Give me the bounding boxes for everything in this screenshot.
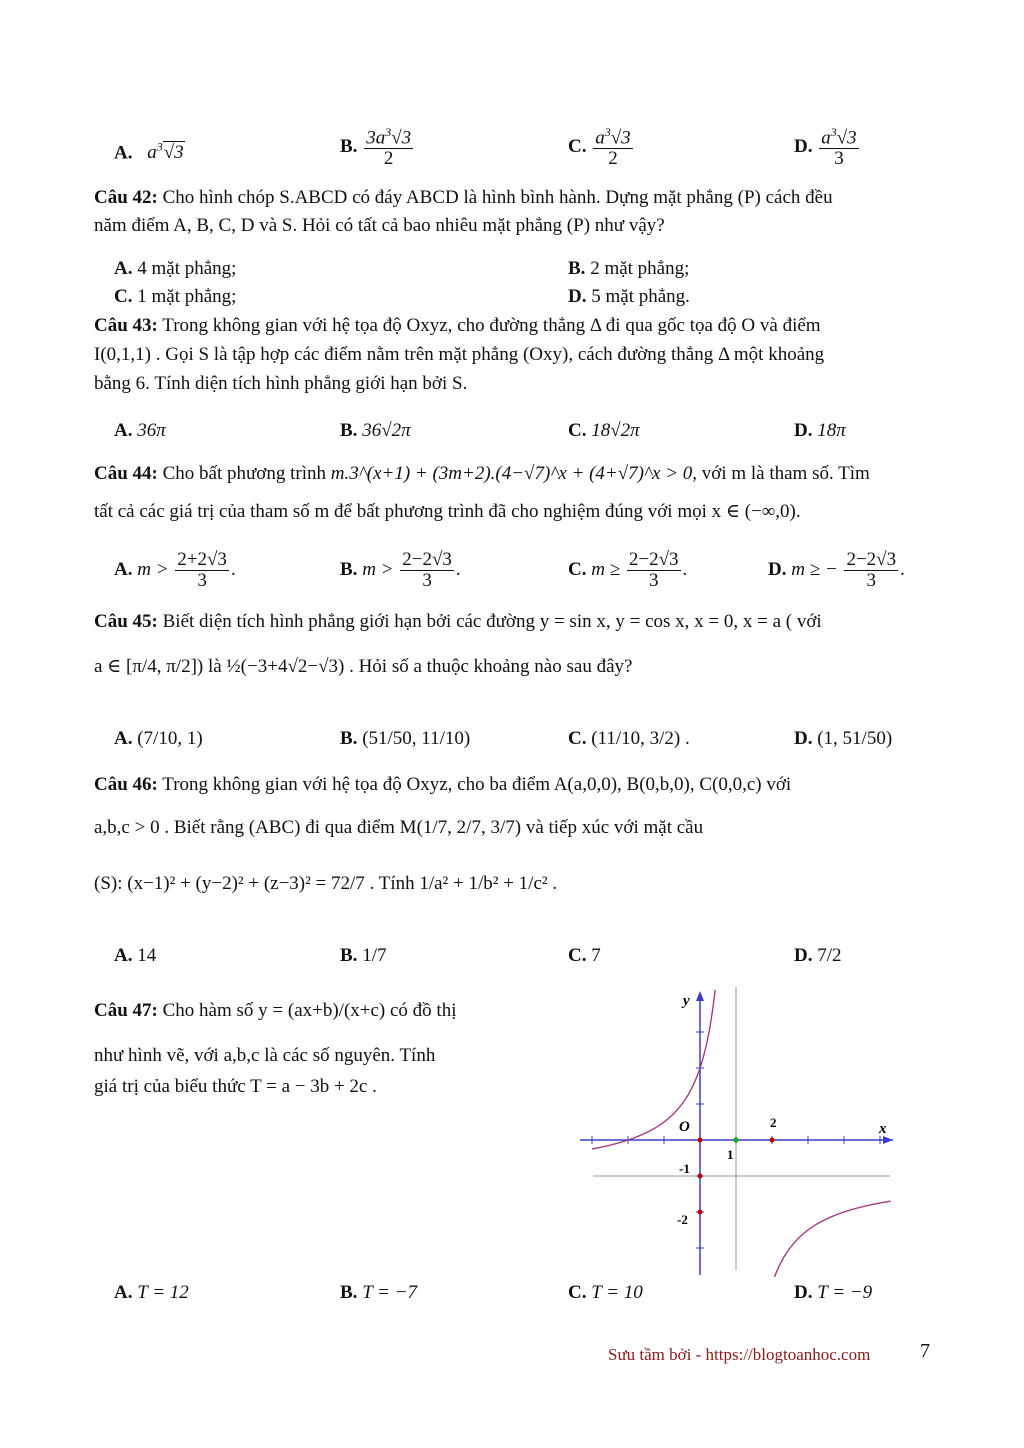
x-axis-label: x [879,1121,887,1137]
tick-label-minus2: -2 [677,1212,688,1227]
q43-line1: Câu 43: Trong không gian với hệ tọa độ Oxyz, cho đường thẳng Δ đi qua gốc tọa độ O và điểm [94,315,821,336]
q46-option-d: D. 7/2 [794,945,842,966]
q45-option-a: A. (7/10, 1) [114,728,203,749]
point-y-minus2 [698,1210,703,1215]
q44-option-d: D. m ≥ − $\frac{2-2√3}{3}$ . [768,549,905,591]
q47-line1: Câu 47: Cho hàm số y = (ax+b)/(x+c) có đồ thị [94,1000,457,1021]
q43-option-d: D. 18π [794,420,846,441]
q46-option-c: C. 7 [568,945,601,966]
q42-option-c: C. 1 mặt phẳng; [114,286,237,307]
q47-option-d: D. T = −9 [794,1282,873,1303]
q45-line1: Câu 45: Biết diện tích hình phẳng giới hạn bởi các đường y = sin x, y = cos x, x = 0, x = a ( với [94,611,822,632]
q47-line3: giá trị của biểu thức T = a − 3b + 2c . [94,1076,377,1097]
tick-label-2: 2 [770,1115,777,1130]
q46-line1: Câu 46: Trong không gian với hệ tọa độ Oxyz, cho ba điểm A(a,0,0), B(0,b,0), C(0,0,c) với [94,774,792,795]
q43-option-b: B. 36√2π [340,420,411,441]
q45-option-c: C. (11/10, 3/2) . [568,728,690,749]
q47-option-a: A. T = 12 [114,1282,189,1303]
point-x1 [734,1138,739,1143]
q41-option-d: D. $\frac{a^3√3}{3}$ [794,125,857,170]
q43-line3: bằng 6. Tính diện tích hình phẳng giới hạn bởi S. [94,373,468,394]
q43-line2: I(0,1,1) . Gọi S là tập hợp các điểm nằm trên mặt phẳng (Oxy), cách đường thẳng Δ một khoảng [94,344,825,365]
origin-label: O [679,1119,690,1135]
q43-option-a: A. 36π [114,420,166,441]
q45-line2: a ∈ [π/4, π/2]) là ½(−3+4√2−√3) . Hỏi số a thuộc khoảng nào sau đây? [94,656,633,677]
q44-inequality: m.3^(x+1) + (3m+2).(4−√7)^x + (4+√7)^x > 0 [330,463,693,484]
q46-option-a: A. 14 [114,945,157,966]
q46-option-b: B. 1/7 [340,945,387,966]
q42-option-d: D. 5 mặt phẳng. [568,286,690,307]
q47-option-c: C. T = 10 [568,1282,643,1303]
page-number: 7 [920,1340,930,1362]
q44-option-a: A. m > $\frac{2+2√3}{3}$ . [114,549,236,591]
x-axis-arrow-icon [883,1136,893,1144]
q46-line3: (S): (x−1)² + (y−2)² + (z−3)² = 72/7 . Tính 1/a² + 1/b² + 1/c² . [94,873,558,894]
q41-option-a: A. $a^3√3$ [114,140,184,164]
q46-line2: a,b,c > 0 . Biết rằng (ABC) đi qua điểm M(1/7, 2/7, 3/7) và tiếp xúc với mặt cầu [94,817,704,838]
curve-right-branch [775,1201,891,1277]
q42-line1: Câu 42: Cho hình chóp S.ABCD có đáy ABCD là hình bình hành. Dựng mặt phẳng (P) cách đều [94,187,833,208]
q47-option-b: B. T = −7 [340,1282,418,1303]
point-y-minus1 [698,1174,703,1179]
y-axis-label: y [683,993,690,1009]
footer-credit: Sưu tầm bởi - https://blogtoanhoc.com [608,1345,871,1364]
curve-left-branch [592,990,715,1149]
q41-option-c: C. $\frac{a^3√3}{2}$ [568,125,631,170]
point-x2 [770,1138,775,1143]
q43-option-c: C. 18√2π [568,420,640,441]
q41-option-b: B. $\frac{3a^3√3}{2}$ [340,125,412,170]
q47-line2: như hình vẽ, với a,b,c là các số nguyên. Tính [94,1045,436,1066]
q44-line2: tất cả các giá trị của tham số m để bất phương trình đã cho nghiệm đúng với mọi x ∈ (−∞,0). [94,501,801,522]
q44-option-b: B. m > $\frac{2-2√3}{3}$ . [340,549,461,591]
q45-option-b: B. (51/50, 11/10) [340,728,471,749]
tick-label-1: 1 [727,1147,734,1162]
q45-option-d: D. (1, 51/50) [794,728,893,749]
q44-line1: Câu 44: Cho bất phương trình m.3^(x+1) + (3m+2).(4−√7)^x + (4+√7)^x > 0, với m là tham số. Tìm [94,463,870,484]
point-origin [698,1138,703,1143]
tick-label-minus1: -1 [679,1161,690,1176]
q47-graph [575,985,900,1280]
q44-option-c: C. m ≥ $\frac{2-2√3}{3}$ . [568,549,688,591]
y-axis-arrow-icon [696,991,704,1001]
q42-option-a: A. 4 mặt phẳng; [114,258,237,279]
q42-line2: năm điểm A, B, C, D và S. Hỏi có tất cả bao nhiêu mặt phẳng (P) như vậy? [94,215,665,236]
q42-option-b: B. 2 mặt phẳng; [568,258,690,279]
